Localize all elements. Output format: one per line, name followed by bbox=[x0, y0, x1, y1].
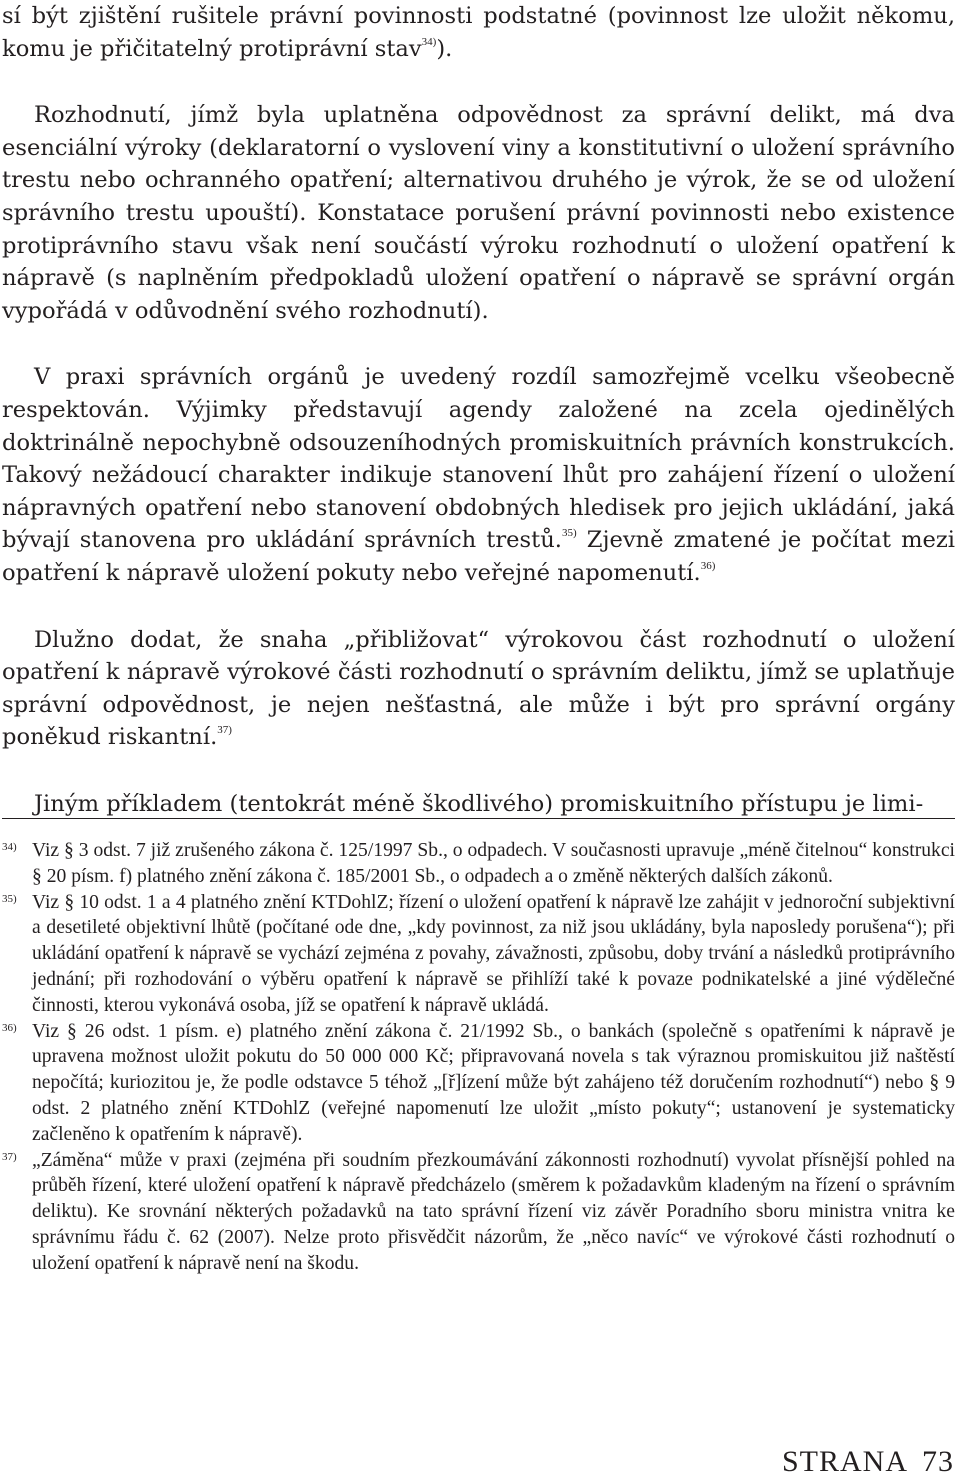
paragraph-5-text: Jiným příkladem (tentokrát méně škodlivého) promiskuitního přístupu je limi- bbox=[34, 790, 924, 817]
paragraph-2 bbox=[2, 99, 955, 327]
paragraph-1 bbox=[2, 0, 955, 65]
footnote-37 bbox=[2, 1148, 955, 1277]
footnote-text: Viz § 3 odst. 7 již zrušeného zákona č. 125/1997 Sb., o odpadech. V současnosti upravuje „méně čitelnou“ konstrukci § 20 písm. f) platného znění zákona č. 185/2001 Sb., o odpadech a o změně některých dalších zákonů. bbox=[32, 840, 955, 887]
paragraph-4 bbox=[2, 624, 955, 754]
folio-label: STRANA bbox=[781, 1445, 908, 1478]
footnote-ref-37[interactable]: 37) bbox=[217, 724, 232, 737]
footnote-36 bbox=[2, 1019, 955, 1148]
footnote-ref-34[interactable]: 34) bbox=[421, 35, 437, 48]
footnote-number: 36) bbox=[2, 1021, 17, 1034]
paragraph-3-text-b: Zjevně zmatené je počítat mezi opatření k nápravě uložení pokuty nebo veřejné napomenutí. bbox=[2, 527, 956, 586]
main-text bbox=[2, 0, 955, 820]
paragraph-1-text: sí být zjištění rušitele právní povinnosti podstatné (povinnost lze uložit někomu, komu je přičitatelný protiprávní stav bbox=[2, 3, 955, 62]
footnotes bbox=[2, 838, 955, 1277]
footnote-divider bbox=[2, 818, 955, 819]
page-folio bbox=[782, 1444, 954, 1480]
paragraph-4-text: Dlužno dodat, že snaha „přibližovat“ výrokovou část rozhodnutí o uložení opatření k nápravě výrokové části rozhodnutí o správním deliktu, jímž se uplatňuje správní odpovědnost, je nejen nešťastná, ale může i být pro správní orgány poněkud riskantní. bbox=[2, 626, 955, 751]
paragraph-1-end: ). bbox=[436, 35, 453, 62]
footnote-text: „Záměna“ může v praxi (zejména při soudním přezkoumávání zákonnosti rozhodnutí) vyvolat přísnější pohled na průběh řízení, které uložení opatření k nápravě předcházelo (směrem k požadavkům kladeným na řízení o správním deliktu). Ke srovnání některých požadavků na tato správní řízení viz závěr Poradního sboru ministra vnitra ke správnímu řádu č. 62 (2007). Nelze proto přisvědčit názorům, že „něco navíc“ ve výrokové části rozhodnutí o uložení opatření k nápravě není na škodu. bbox=[32, 1149, 955, 1274]
footnote-ref-35[interactable]: 35) bbox=[561, 527, 577, 540]
page-number: 73 bbox=[922, 1445, 954, 1478]
footnote-34 bbox=[2, 838, 955, 890]
footnote-35 bbox=[2, 890, 955, 1019]
paragraph-5 bbox=[2, 788, 955, 821]
paragraph-2-text: Rozhodnutí, jímž byla uplatněna odpovědnost za správní delikt, má dva esenciální výroky (deklaratorní o vyslovení viny a konstitutivní o uložení správního trestu nebo ochranného opatření; alternativou druhého je výrok, že se od uložení správního trestu upouští). Konstatace porušení právní povinnosti nebo existence protiprávního stavu však není součástí výroku rozhodnutí o uložení opatření k nápravě (s naplněním předpokladů uložení opatření o nápravě se správní orgán vypořádá v odůvodnění svého rozhodnutí). bbox=[2, 102, 955, 324]
footnote-text: Viz § 10 odst. 1 a 4 platného znění KTDohlZ; řízení o uložení opatření k nápravě lze zahájit v jednoroční subjektivní a desetileté objektivní lhůtě (počítané ode dne, „kdy povinnost, za niž jsou ukládány, byla naposledy porušena“); při ukládání opatření k nápravě se vychází zejména z povahy, závažnosti, způsobu, doby trvání a následků protiprávního jednání; při rozhodování o výběru opatření k nápravě se přihlíží také k povaze podnikatelské a jiné výdělečné činnosti, kterou vykonává osoba, jíž se opatření k nápravě ukládá. bbox=[32, 891, 955, 1016]
footnote-number: 34) bbox=[2, 841, 17, 853]
paragraph-3-text-a: V praxi správních orgánů je uvedený rozdíl samozřejmě vcelku všeobecně respektován. Výjimky představují agendy založené na zcela ojedinělých doktrinálně nepochybně odsouzeníhodných promiskuitních právních konstrukcích. Takový nežádoucí charakter indikuje stanovení lhůt pro zahájení řízení o uložení nápravných opatření nebo stanovení obdobných hledisek pro jejich ukládání, jaká bývají stanovena pro ukládání správních trestů. bbox=[2, 364, 955, 554]
footnote-text: Viz § 26 odst. 1 písm. e) platného znění zákona č. 21/1992 Sb., o bankách (společně s opatřeními k nápravě je upravena možnost uložit pokutu do 50 000 000 Kč; připravovaná novela s tak výraznou promiskuitou již naštěstí nepočítá; kuriozitou je, že podle odstavce 5 téhož „[ř]ízení může být zahájeno též doručením rozhodnutí“) nebo § 9 odst. 2 platného znění KTDohlZ (veřejné napomenutí lze uložit „místo pokuty“; ustanovení je systematicky začleněno k opatřením k nápravě). bbox=[32, 1020, 955, 1145]
footnote-number: 35) bbox=[2, 892, 17, 905]
paragraph-3 bbox=[2, 361, 955, 589]
footnote-ref-36[interactable]: 36) bbox=[700, 559, 716, 572]
footnote-number: 37) bbox=[2, 1150, 17, 1163]
